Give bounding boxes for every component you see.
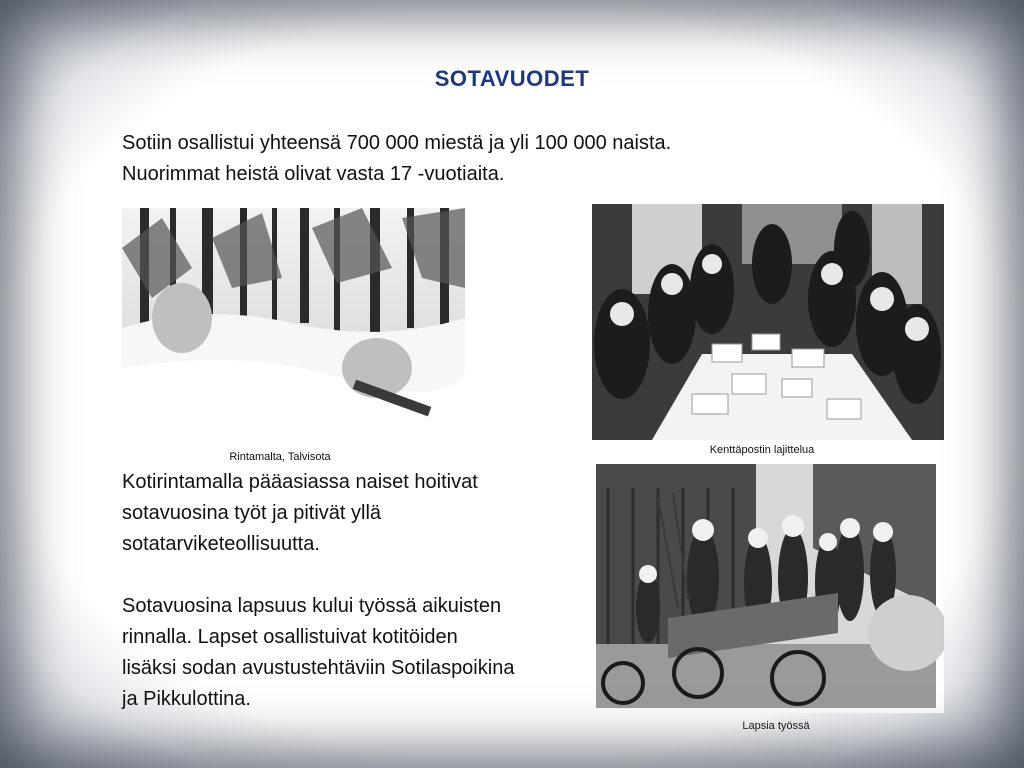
paragraph-line: rinnalla. Lapset osallistuivat kotitöiden	[122, 626, 458, 648]
paragraph-line: sotatarviketeollisuutta.	[122, 533, 320, 555]
slide-title: SOTAVUODET	[434, 66, 590, 91]
paragraph-line: Sotavuosina lapsuus kului työssä aikuisten	[122, 595, 502, 617]
intro-text	[122, 128, 802, 190]
paragraph-line: ja Pikkulottina.	[122, 688, 251, 710]
photo-caption: Rintamalta, Talvisota	[229, 451, 331, 463]
paragraph-home-front	[122, 467, 582, 560]
paragraph-line: lisäksi sodan avustustehtäviin Sotilaspoikina	[122, 657, 515, 679]
photo-caption: Kenttäpostin lajittelua	[709, 444, 815, 456]
photo-field-mail	[592, 204, 944, 440]
photo-caption: Lapsia työssä	[742, 720, 810, 732]
paragraph-line: Kotirintamalla pääasiassa naiset hoitivat	[122, 471, 478, 493]
photo-children-working	[588, 458, 944, 713]
photo-winter-front	[122, 208, 465, 446]
paragraph-childhood	[122, 591, 592, 715]
intro-line: Nuorimmat heistä olivat vasta 17 -vuotiaita.	[122, 163, 505, 185]
paragraph-line: sotavuosina työt ja pitivät yllä	[122, 502, 382, 524]
intro-line: Sotiin osallistui yhteensä 700 000 miestä ja yli 100 000 naista.	[122, 132, 672, 154]
